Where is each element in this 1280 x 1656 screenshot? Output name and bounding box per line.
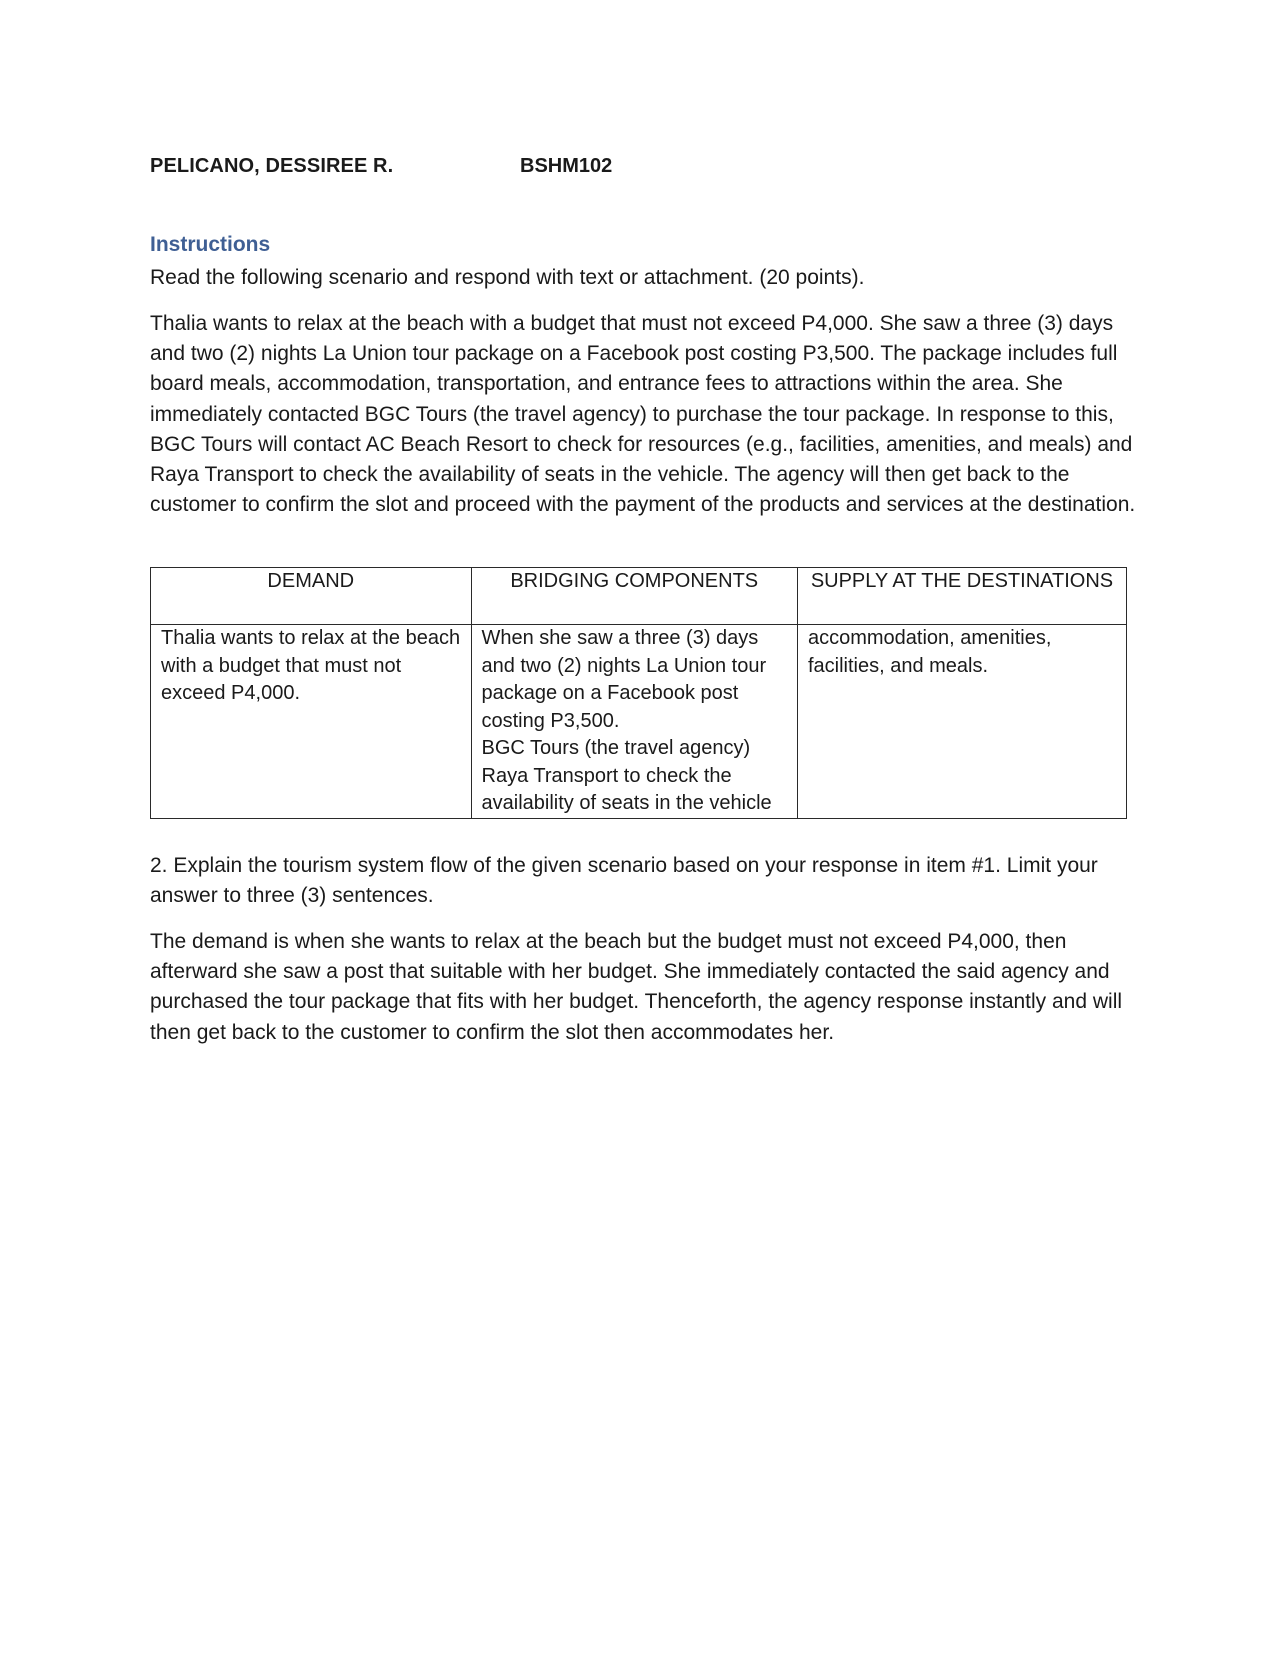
bridging-text-2: BGC Tours (the travel agency) <box>481 737 751 759</box>
table-header-row <box>151 568 1127 625</box>
table-row <box>151 625 1127 819</box>
cell-bridging <box>471 625 797 819</box>
course-code: BSHM102 <box>520 155 613 177</box>
bridging-text-1: When she saw a three (3) days and two (2) nights La Union tour package on a Facebook post costing P3,500. <box>481 627 767 732</box>
cell-supply <box>797 625 1126 819</box>
header-supply: SUPPLY AT THE DESTINATIONS <box>797 568 1126 625</box>
tourism-system-table <box>150 567 1127 819</box>
scenario-paragraph: Thalia wants to relax at the beach with a budget that must not exceed P4,000. She saw a three (3) days and two (2) nights La Union tour package on a Facebook post costing P3,500. The package includes full board meals, accommodation, transportation, and entrance fees to attractions within the area. She immediately contacted BGC Tours (the travel agency) to purchase the tour package. In response to this, BGC Tours will contact AC Beach Resort to check for resources (e.g., facilities, amenities, and meals) and Raya Transport to check the availability of seats in the vehicle. The agency will then get back to the customer to confirm the slot and proceed with the payment of the products and services at the destination. <box>150 312 1136 517</box>
header-bridging-components: BRIDGING COMPONENTS <box>471 568 797 625</box>
question-2: 2. Explain the tourism system flow of the given scenario based on your response in item #1. Limit your answer to three (3) sentences. <box>150 854 1098 908</box>
answer-paragraph: The demand is when she wants to relax at the beach but the budget must not exceed P4,000, then afterward she saw a post that suitable with her budget. She immediately contacted the said agency and purchased the tour package that fits with her budget. Thenceforth, the agency response instantly and will then get back to the customer to confirm the slot then accommodates her. <box>150 930 1123 1044</box>
header-demand: DEMAND <box>151 568 472 625</box>
bridging-text-3: Raya Transport to check the availability of seats in the vehicle <box>481 764 772 814</box>
demand-text: Thalia wants to relax at the beach with a budget that must not exceed P4,000. <box>161 627 461 704</box>
instructions-text: Read the following scenario and respond with text or attachment. (20 points). <box>150 266 865 289</box>
instructions-heading: Instructions <box>150 233 271 256</box>
supply-text: accommodation, amenities, facilities, and meals. <box>807 627 1052 677</box>
cell-demand <box>151 625 472 819</box>
student-name: PELICANO, DESSIREE R. <box>150 155 394 177</box>
